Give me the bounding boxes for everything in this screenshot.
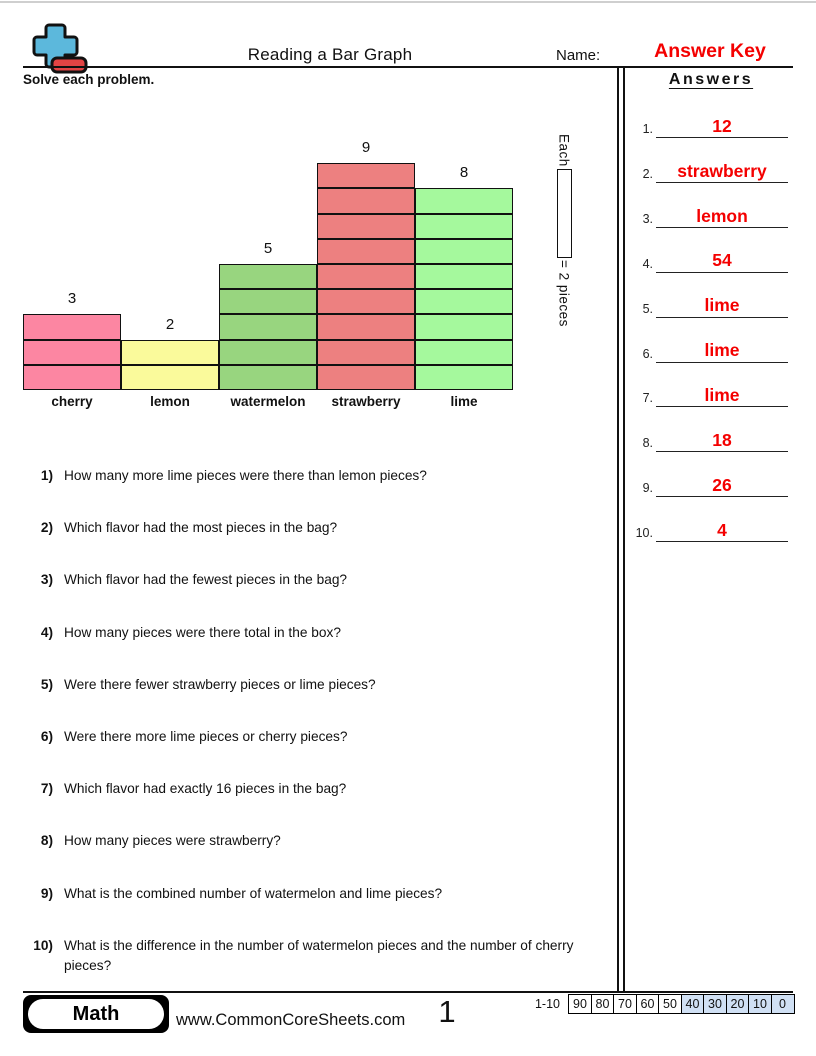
answer-row (627, 412, 795, 452)
question-number: 2) (40, 520, 53, 536)
legend-suffix: = 2 pieces (556, 259, 572, 327)
question-row (23, 727, 615, 747)
answer-number: 4. (642, 256, 653, 271)
score-cell-10: 10 (748, 994, 772, 1014)
question-number: 8) (40, 833, 53, 849)
answer-blank-line (656, 329, 788, 363)
answer-row (627, 367, 795, 407)
bar-category-label: strawberry (331, 394, 401, 409)
answer-value: lime (704, 295, 740, 316)
answer-row (627, 143, 795, 183)
question-number: 10) (33, 937, 53, 953)
bar-segment (415, 365, 513, 390)
bar-category-label: lemon (150, 394, 190, 409)
answer-blank-line (656, 463, 788, 497)
bar-lemon (121, 340, 219, 390)
bar-segment (317, 264, 415, 289)
question-text: How many pieces were there total in the box? (64, 624, 341, 640)
bar-segment (415, 188, 513, 213)
bar-segment (219, 264, 317, 289)
answer-value: lime (704, 340, 740, 361)
answer-row (627, 502, 795, 542)
bar-segment (317, 214, 415, 239)
answer-blank-line (656, 508, 788, 542)
answer-number: 9. (642, 481, 653, 496)
bar-segment (121, 365, 219, 390)
question-text: Were there more lime pieces or cherry pieces? (64, 729, 348, 744)
question-text: Which flavor had the fewest pieces in the bag? (64, 572, 348, 588)
answer-value: strawberry (677, 160, 767, 181)
answer-value: 4 (717, 519, 727, 540)
answer-number: 10. (635, 526, 653, 541)
bar-segment (121, 340, 219, 365)
question-number: 4) (40, 624, 53, 640)
bar-lime (415, 188, 513, 390)
answer-number: 6. (642, 346, 653, 361)
question-row (23, 884, 615, 904)
answer-number: 3. (642, 211, 653, 226)
answer-value: lemon (696, 205, 748, 226)
question-number: 1) (40, 468, 53, 483)
page-number: 1 (438, 994, 456, 1029)
score-cell-70: 70 (613, 994, 637, 1014)
question-text: Which flavor had exactly 16 pieces in the bag? (64, 781, 347, 797)
bar-segment (23, 314, 121, 339)
bar-cherry (23, 314, 121, 390)
footer-divider (23, 991, 793, 993)
bar-watermelon (219, 264, 317, 390)
bar-segment (415, 289, 513, 314)
bar-segment (219, 340, 317, 365)
score-range-label: 1-10 (534, 997, 560, 1011)
question-row (23, 779, 615, 799)
bar-segment (415, 239, 513, 264)
answer-row (627, 233, 795, 273)
answers-column-divider (617, 68, 625, 992)
answer-blank-line (656, 284, 788, 318)
score-cell-90: 90 (568, 994, 592, 1014)
bar-segment (415, 264, 513, 289)
question-text: Which flavor had the most pieces in the bag? (64, 520, 338, 536)
question-row (23, 518, 615, 538)
answer-value: 18 (712, 430, 732, 451)
answer-number: 1. (642, 122, 653, 136)
score-grid (568, 994, 795, 1014)
answer-blank-line (656, 104, 788, 138)
bar-segment (317, 188, 415, 213)
question-row (23, 831, 615, 851)
question-row (23, 623, 615, 643)
bar-category-label: watermelon (230, 394, 306, 409)
question-text: What is the combined number of watermelon and lime pieces? (64, 885, 443, 901)
question-number: 3) (40, 572, 53, 588)
name-label: Name: (556, 47, 601, 64)
answer-blank-line (656, 373, 788, 407)
question-row (23, 466, 615, 486)
answer-row (627, 323, 795, 363)
bar-category-label: lime (450, 394, 478, 409)
bar-segment (317, 163, 415, 188)
bar-segment (219, 314, 317, 339)
answer-number: 8. (642, 436, 653, 451)
question-text: Were there fewer strawberry pieces or lime pieces? (64, 676, 376, 692)
bar-value-label: 5 (263, 240, 273, 257)
answer-number: 2. (642, 166, 653, 181)
bar-segment (317, 314, 415, 339)
answer-blank-line (656, 239, 788, 273)
score-cell-20: 20 (726, 994, 750, 1014)
question-text: What is the difference in the number of watermelon pieces and the number of cherry pieces? (64, 937, 574, 973)
subject-badge (23, 995, 169, 1033)
answer-value: 54 (712, 250, 732, 271)
instruction-text: Solve each problem. (23, 72, 155, 87)
answer-value: 12 (712, 115, 732, 136)
question-text: How many more lime pieces were there than lemon pieces? (64, 468, 427, 483)
bar-strawberry (317, 163, 415, 390)
answer-key-label: Answer Key (654, 40, 766, 62)
answer-value: lime (704, 385, 740, 406)
score-cell-60: 60 (636, 994, 660, 1014)
subject-badge-label: Math (28, 999, 164, 1029)
bar-segment (415, 214, 513, 239)
bar-segment (219, 289, 317, 314)
question-text: How many pieces were strawberry? (64, 833, 281, 849)
question-number: 9) (40, 885, 53, 901)
answer-number: 5. (642, 301, 653, 316)
website-link[interactable]: www.CommonCoreSheets.com (176, 1011, 406, 1029)
score-cell-80: 80 (591, 994, 615, 1014)
question-row (23, 675, 615, 695)
bar-segment (317, 239, 415, 264)
question-number: 7) (40, 781, 53, 797)
bar-value-label: 9 (361, 139, 371, 157)
bar-segment (317, 365, 415, 390)
score-cell-50: 50 (658, 994, 682, 1014)
answer-number: 7. (642, 391, 653, 406)
bar-segment (317, 289, 415, 314)
worksheet-title: Reading a Bar Graph (247, 45, 413, 64)
answer-row (627, 457, 795, 497)
question-number: 5) (40, 676, 53, 692)
answer-row (627, 188, 795, 228)
page-top-edge (0, 1, 816, 3)
legend-prefix: Each (556, 134, 572, 167)
bar-category-label: cherry (51, 394, 93, 409)
answer-value: 26 (712, 474, 732, 495)
answer-blank-line (656, 418, 788, 452)
bar-value-label: 3 (67, 290, 77, 308)
answer-blank-line (656, 194, 788, 228)
bar-segment (317, 340, 415, 365)
answer-row (627, 98, 795, 138)
chart-legend (545, 134, 583, 327)
bar-segment (219, 365, 317, 390)
question-number: 6) (40, 729, 53, 744)
bar-segment (23, 365, 121, 390)
score-cell-40: 40 (681, 994, 705, 1014)
score-cell-0: 0 (771, 994, 795, 1014)
bar-value-label: 2 (165, 315, 175, 333)
answers-heading: Answers (668, 71, 754, 88)
answer-row (627, 278, 795, 318)
header-divider (23, 66, 793, 68)
question-row (23, 936, 615, 976)
score-cell-30: 30 (703, 994, 727, 1014)
legend-segment-box (557, 169, 572, 258)
bar-segment (23, 340, 121, 365)
bar-segment (415, 340, 513, 365)
bar-segment (415, 314, 513, 339)
answer-blank-line (656, 149, 788, 183)
bar-value-label: 8 (459, 164, 469, 182)
question-row (23, 570, 615, 590)
